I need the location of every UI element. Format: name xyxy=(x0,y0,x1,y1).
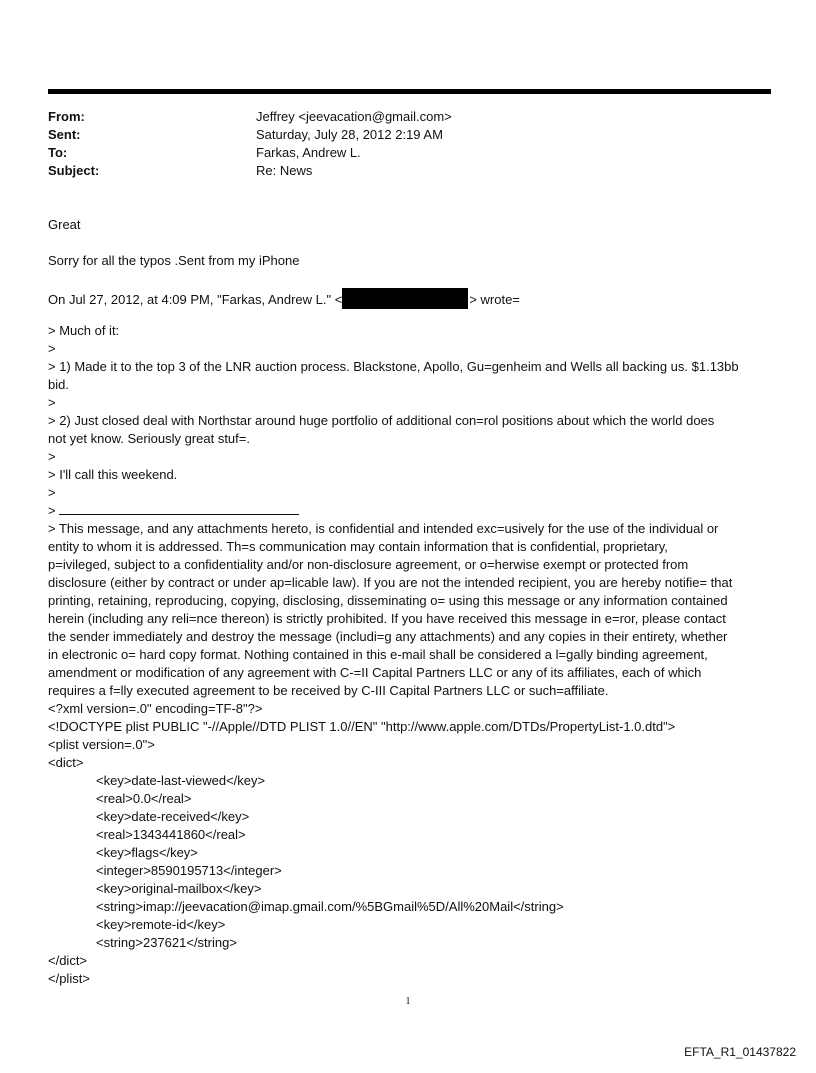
greeting-text: Great xyxy=(48,217,81,232)
quoted-line: > 1) Made it to the top 3 of the LNR auction process. Blackstone, Apollo, Gu=genheim and Wells all backing us. $1.13bb xyxy=(48,359,739,374)
sent-value: Saturday, July 28, 2012 2:19 AM xyxy=(256,127,443,142)
to-value: Farkas, Andrew L. xyxy=(256,145,361,160)
page-number: 1 xyxy=(405,996,411,1007)
xml-line: </plist> xyxy=(48,971,90,986)
xml-line: <integer>8590195713</integer> xyxy=(96,863,282,878)
separator-line xyxy=(59,502,299,515)
header-rule xyxy=(48,89,771,94)
quoted-line: > xyxy=(48,341,56,356)
xml-line: <real>1343441860</real> xyxy=(96,827,246,842)
xml-line: <key>flags</key> xyxy=(96,845,198,860)
quoted-line: > 2) Just closed deal with Northstar around huge portfolio of additional con=rol positions about which the world does xyxy=(48,413,715,428)
sent-label: Sent: xyxy=(48,127,81,142)
disclaimer-line: herein (including any reli=nce thereon) is strictly prohibited. If you have received this message in e=ror, please contact xyxy=(48,611,726,626)
disclaimer-line: p=ivileged, subject to a confidentiality and/or non-disclosure agreement, or o=herwise exempt or protected from xyxy=(48,557,689,572)
subject-value: Re: News xyxy=(256,163,313,178)
from-label: From: xyxy=(48,109,85,124)
disclaimer-line: in electronic o= hard copy format. Nothing contained in this e-mail shall be considered a l=gally binding agreement, xyxy=(48,647,708,662)
quoted-message xyxy=(48,322,768,988)
to-label: To: xyxy=(48,145,68,160)
disclaimer-line: entity to whom it is addressed. Th=s communication may contain information that is confidential, proprietary, xyxy=(48,539,668,554)
quoted-line: > I'll call this weekend. xyxy=(48,467,178,482)
xml-line: <key>remote-id</key> xyxy=(96,917,226,932)
disclaimer-line: disclosure (either by contract or under ap=licable law). If you are not the intended recipient, you are hereby notifie= that xyxy=(48,575,733,590)
xml-line: <dict> xyxy=(48,755,84,770)
disclaimer-line: printing, retaining, reproducing, copying, disclosing, disseminating o= using this message or any information contained xyxy=(48,593,728,608)
xml-line: <real>0.0</real> xyxy=(96,791,192,806)
disclaimer-line: amendment or modification of any agreement with C-=II Capital Partners LLC or any of its affiliates, each of which xyxy=(48,665,702,680)
xml-line: <?xml version=.0" encoding=TF-8"?> xyxy=(48,701,263,716)
xml-line: <key>date-received</key> xyxy=(96,809,250,824)
disclaimer-line: the sender immediately and destroy the message (includi=g any attachments) and any copies in their entirety, whether xyxy=(48,629,728,644)
disclaimer-line: > This message, and any attachments hereto, is confidential and intended exc=usively for the use of the individual or xyxy=(48,521,719,536)
quoted-line: > xyxy=(48,395,56,410)
quoted-line: > xyxy=(48,485,56,500)
signature-separator xyxy=(48,502,768,520)
xml-line: <string>237621</string> xyxy=(96,935,237,950)
xml-line: <string>imap://jeevacation@imap.gmail.com/%5BGmail%5D/All%20Mail</string> xyxy=(96,899,564,914)
from-value: Jeffrey <jeevacation@gmail.com> xyxy=(256,109,452,124)
xml-line: <!DOCTYPE plist PUBLIC "-//Apple//DTD PLIST 1.0//EN" "http://www.apple.com/DTDs/PropertyList-1.0.dtd"> xyxy=(48,719,676,734)
xml-line: <key>original-mailbox</key> xyxy=(96,881,262,896)
xml-line: <key>date-last-viewed</key> xyxy=(96,773,266,788)
quote-intro-after: > wrote= xyxy=(469,292,520,307)
signature-text: Sorry for all the typos .Sent from my iPhone xyxy=(48,253,300,268)
bates-number: EFTA_R1_01437822 xyxy=(684,1045,796,1059)
xml-line: </dict> xyxy=(48,953,88,968)
quoted-line: not yet know. Seriously great stuf=. xyxy=(48,431,250,446)
quoted-line: > xyxy=(48,449,56,464)
subject-label: Subject: xyxy=(48,163,100,178)
redaction-box xyxy=(342,288,468,309)
separator-prefix: > xyxy=(48,503,56,518)
quote-intro-before: On Jul 27, 2012, at 4:09 PM, "Farkas, Andrew L." < xyxy=(48,292,343,307)
quote-intro xyxy=(48,288,768,309)
xml-line: <plist version=.0"> xyxy=(48,737,155,752)
quoted-line: bid. xyxy=(48,377,69,392)
disclaimer-line: requires a f=lly executed agreement to be received by C-III Capital Partners LLC or such=affiliate. xyxy=(48,683,609,698)
quoted-line: > Much of it: xyxy=(48,323,120,338)
